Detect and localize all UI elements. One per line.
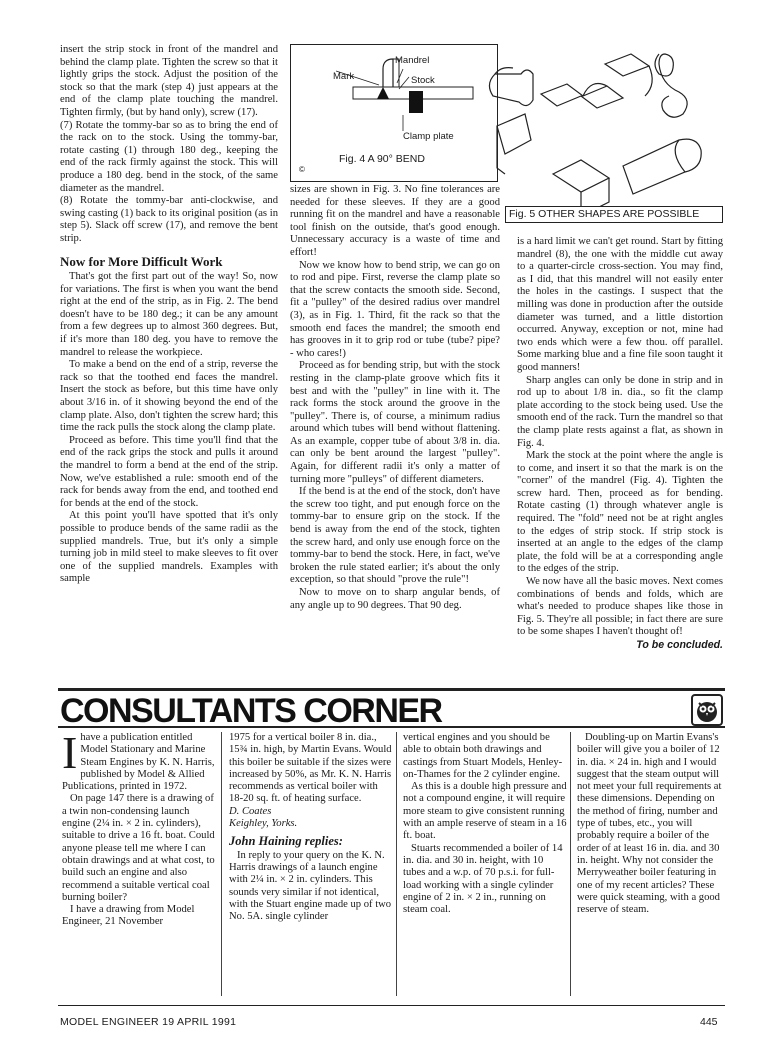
- consultants-column-4: [577, 732, 725, 916]
- paragraph: To make a bend on the end of a strip, reverse the rack so that the toothed end faces the mandrel. Insert the stock as before, but this time have only about 3/16 in. of it showing beyond the end of the clamp plate. Also, don't tighten the screw hard; this time the rack pulls the stock along the clamp plate.: [60, 359, 278, 434]
- paragraph: (8) Rotate the tommy-bar anti-clockwise, and swing casting (1) back to its original position (as in step 5). Slack off screw (17), and remove the bent strip.: [60, 195, 278, 244]
- fig4-label-stock: Stock: [411, 75, 435, 86]
- paragraph: is a hard limit we can't get round. Start by fitting mandrel (8), the one with the middle cut away to a quarter-circle cross-section. You may find, as I did, that this mandrel will not easily enter the holes in the castings. I suspect that the milling was done in production after the outside diameter was turned, and a little distortion occurred. Anyway, exception or not, mine had two ends which were a few thou. off parallel. Some marking blue and a fine file soon taught it good manners!: [517, 236, 723, 373]
- reply-paragraph: As this is a double high pressure and not a compound engine, it will require more steam to give consistent running with an ample reserve of steam in a 16 ft. boat.: [403, 781, 567, 842]
- section-heading: Now for More Difficult Work: [60, 253, 223, 269]
- paragraph: That's got the first part out of the way! So, now for variations. The first is when you want the bend right at the end of the strip, as in Fig. 2. The bend doesn't have to be 180 deg.; it can be any amount from a few degrees up to almost 360 degrees. But, if it's more than 180 deg. you have to remove the mandrel to release the workpiece.: [60, 271, 278, 358]
- consultants-column-3: [403, 732, 571, 996]
- figure-5-shapes: [483, 44, 725, 226]
- owl-icon-graphic: [693, 696, 721, 724]
- copyright-mark: ©: [299, 165, 305, 174]
- paragraph: Proceed as before. This time you'll find that the end of the rack grips the stock and pulls it around the mandrel to form a bend at the end of the strip. Now, we've established a rule: smooth end of the rack for bends away from the end, and toothed end for bends at the end of the stock.: [60, 434, 278, 509]
- consultants-column-1: [62, 727, 222, 996]
- fig4-label-clamp-plate: Clamp plate: [403, 131, 454, 142]
- consultants-column-2: [229, 732, 397, 996]
- footer-publication-date: MODEL ENGINEER 19 APRIL 1991: [60, 1016, 237, 1028]
- paragraph: Sharp angles can only be done in strip and in rod up to about 1/8 in. dia., so fit the clamp plate according to the stock being used. Use the smooth end of the rack. Turn the mandrel so that the clamp plate rests against a flat, as shown in Fig. 4.: [517, 374, 723, 449]
- paragraph: Now to move on to sharp angular bends, of any angle up to 90 degrees. That 90 deg.: [290, 587, 500, 611]
- reply-paragraph: Stuarts recommended a boiler of 14 in. dia. and 30 in. height, with 10 tubes and a w.p. of 70 p.s.i. for full-load working with a single cylinder engine of 2 in. × 2 in., running on steam coal.: [403, 842, 563, 916]
- banner-title: CONSULTANTS CORNER: [60, 692, 442, 730]
- paragraph: Now we know how to bend strip, we can go on to rod and pipe. First, reverse the clamp plate so that the screw contacts the smooth side. Second, fit a "pulley" of the desired radius over mandrel (3), as in Fig. 1. Third, fit the rack so that the smooth end faces the mandrel; the smooth end has grooves in it to grip rod or tube (tube? pipe? - who cares!): [290, 259, 500, 359]
- article-column-1: [60, 44, 278, 586]
- consultants-corner-banner: [58, 688, 725, 728]
- figure-4: [290, 44, 498, 182]
- drop-cap: I: [62, 727, 78, 778]
- owl-icon: [691, 694, 723, 726]
- paragraph: [517, 576, 723, 651]
- article-column-3: [517, 236, 723, 652]
- paragraph-text: have a publication entitled Model Stationary and Marine Steam Engines by K. N. Harris, published by Model & Allied Publications, printed in 1972.: [62, 732, 215, 793]
- fig5-caption: Fig. 5 OTHER SHAPES ARE POSSIBLE: [505, 206, 723, 223]
- letter-paragraph: On page 147 there is a drawing of a twin non-condensing launch engine (2¼ in. × 2 in. cylinders), suitable to drive a 16 ft. boat. Could anyone please tell me where I can obtain drawings and at what cost, to build such an engine and also recommend a suitable vertical coal burning boiler?: [62, 793, 215, 903]
- paragraph: sizes are shown in Fig. 3. No fine tolerances are needed for these sleeves. If they are a good running fit on the mandrel and have a reasonable tool finish on the outside, that's good enough. Unnecessary accuracy is a waste of time and effort!: [290, 184, 500, 258]
- fig4-label-mandrel: Mandrel: [395, 55, 430, 66]
- letter-paragraph: I have a drawing from Model Engineer, 21 November: [62, 904, 195, 928]
- paragraph: Proceed as for bending strip, but with the stock resting in the clamp-plate groove which fits it best and with the "pulley" in line with it. The rack forms the stock around the groove in the "pulley". There is, of course, a minimum radius around which tubes will bend without flattening. As an example, copper tube of about 3/8 in. dia. can only be bent around the largest "pulley". Again, for different radii it's only a matter of turning more "pulleys" of different diameters.: [290, 360, 500, 485]
- paragraph: (7) Rotate the tommy-bar so as to bring the end of the rack on to the stock. Using the tommy-bar, rotate casting (1) through 180 deg., keeping the end of the rack firmly against the stock. This will produce a 180 deg. bend in the stock, of the same diameter as the mandrel.: [60, 119, 278, 194]
- reply-paragraph: vertical engines and you should be able to obtain both drawings and castings from Stuart Models, Henley-on-Thames for the 2 cylinder engine.: [403, 732, 563, 780]
- footer-rule: [58, 1005, 725, 1006]
- signature-name: D. Coates: [229, 805, 272, 817]
- paragraph: At this point you'll have spotted that it's only possible to produce bends of the same radii as the supplied mandrels. True, but it's only a simple turning job in mild steel to make sleeves to fit over one of the supplied mandrels. Examples with sample: [60, 510, 278, 585]
- paragraph: If the bend is at the end of the stock, don't have the screw too tight, and put enough force on the tommy-bar to ensure grip on the stock. If the bend is away from the end of the stock, tighten the screw hard, and only use enough force on the tommy-bar to bend the stock. Here, in fact, we've broken the rule stated earlier; it's about the only exception, so that should "prove the rule"!: [290, 486, 500, 586]
- paragraph: insert the strip stock in front of the mandrel and behind the clamp plate. Tighten the screw so that it lightly grips the stock. Adjust the position of the stock so that the mark (step 4) just appears at the end of the clamp plate touching the mandrel. Tighten firmly, (but by hand only), screw (17).: [60, 44, 278, 118]
- article-column-2: [290, 184, 500, 612]
- fig4-caption: Fig. 4 A 90° BEND: [339, 153, 425, 165]
- paragraph-text: We now have all the basic moves. Next comes combinations of bends and folds, which are what's needed to produce shapes like those in Fig. 5. They're all possible; in fact there are sure to be some shapes I haven't thought of!: [517, 576, 723, 638]
- reply-paragraph: Doubling-up on Martin Evans's boiler will give you a boiler of 12 in. dia. × 24 in. high and I would suggest that the steam output will not meet your full requirements at these dimensions. Depending on the method of firing, number and type of tubes, etc., you will probably require a boiler of the order of at least 16 in. dia. and 30 in. height. Why not consider the Merryweather boiler featuring in one of my recent articles? These were quick steaming, with a good reserve of steam.: [577, 732, 722, 916]
- letter-paragraph: [62, 727, 218, 793]
- letter-paragraph: 1975 for a vertical boiler 8 in. dia., 15¾ in. high, by Martin Evans. Would this boiler be suitable if the sizes were increased by 50%, as Mr. K. N. Harris recommends as vertical boiler with 18-20 sq. ft. of heating surface.: [229, 732, 392, 805]
- page-number: 445: [700, 1016, 718, 1028]
- reply-paragraph: In reply to your query on the K. N. Harris drawings of a launch engine with 2¼ in. × 2 in. cylinders. This sounds very similar if not identical, with the Stuart engine made up of two No. 5A. single cylinder: [229, 849, 392, 923]
- paragraph: Mark the stock at the point where the angle is to come, and insert it so that the mark is on the "corner" of the mandrel (Fig. 4). Tighten the screw hard. Then, proceed as for bending. Rotate casting (1) through whatever angle is required. The "fold" need not be at right angles to the edges of strip stock. If strip stock is inserted at an angle to the edges of the clamp plate, the fold will be at a corresponding angle to the edges of the strip.: [517, 450, 723, 575]
- fig4-label-mark: Mark: [333, 71, 355, 82]
- signature-location: Keighley, Yorks.: [229, 818, 298, 830]
- to-be-concluded: To be concluded.: [636, 639, 723, 651]
- reply-heading: John Haining replies:: [229, 834, 343, 849]
